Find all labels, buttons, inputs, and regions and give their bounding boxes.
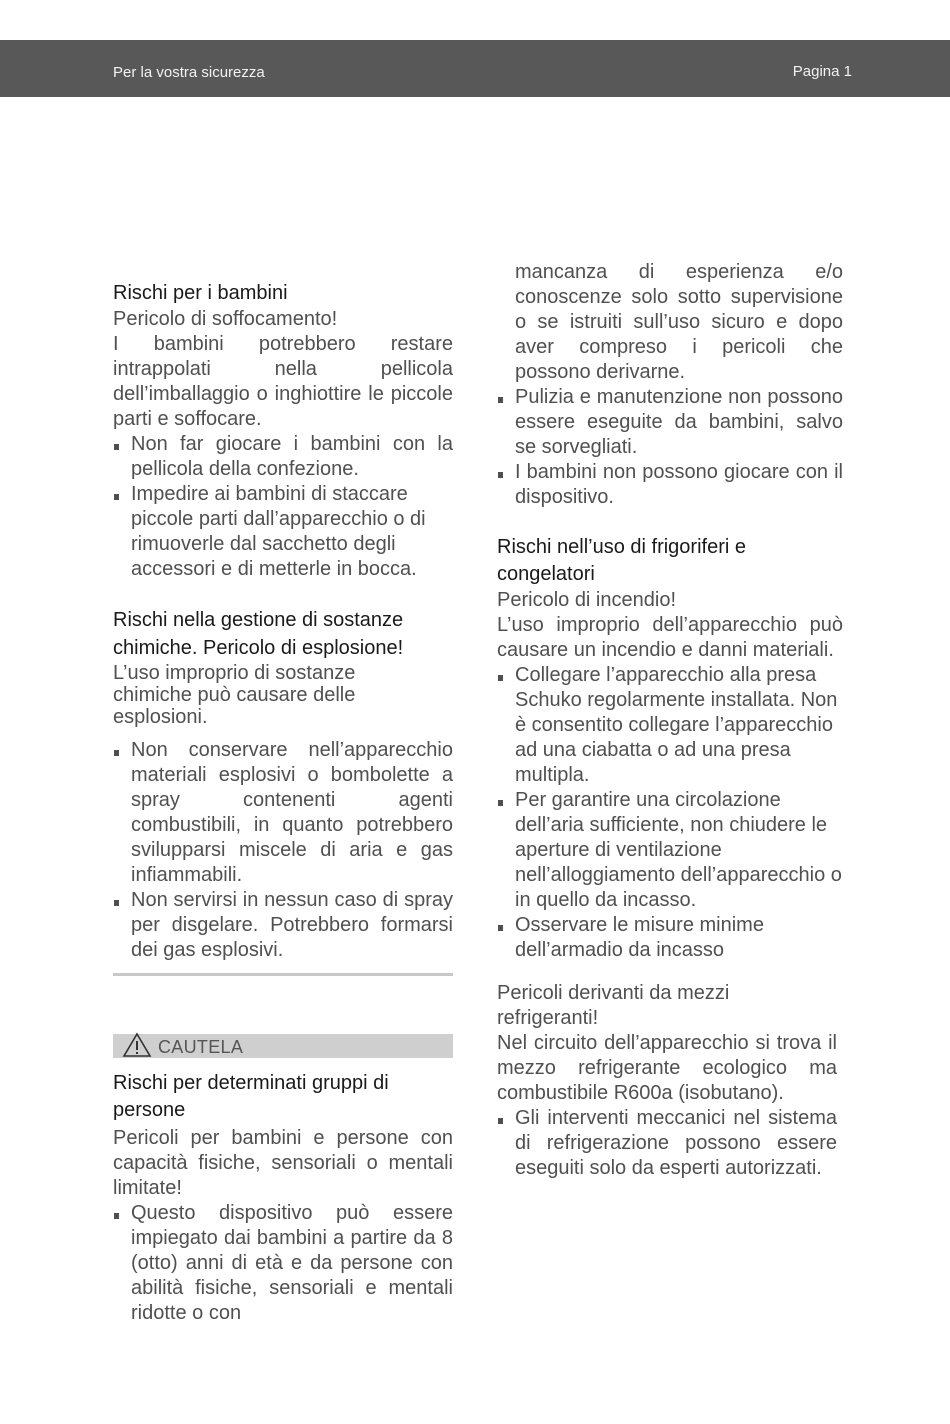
paragraph-fire: L’uso improprio dell’apparecchio può causare un incendio e danni materiali. <box>497 614 843 661</box>
bullet-square-icon <box>114 1213 119 1219</box>
bullet-list-supervision <box>497 385 843 510</box>
paragraph-refrigerant: Nel circuito dell’apparecchio si trova il mezzo refrigerante ecologico ma combustibile R600a (isobutano). <box>497 1032 837 1104</box>
bullet-square-icon <box>498 675 503 681</box>
list-item: Questo dispositivo può essere impiegato dai bambini a partire da 8 (otto) anni di età e da persone con abilità fisiche, sensoriali e mentali ridotte o con <box>113 1201 453 1326</box>
heading-vulnerable-groups: Rischi per determinati gruppi di persone <box>113 1072 389 1121</box>
bullet-square-icon <box>498 1118 503 1124</box>
bullet-list-children <box>113 432 453 582</box>
heading-children-risks: Rischi per i bambini <box>113 282 288 304</box>
bullet-square-icon <box>114 444 119 450</box>
bullet-square-icon <box>114 900 119 906</box>
page-header <box>0 40 950 97</box>
bullet-square-icon <box>114 494 119 500</box>
bullet-square-icon <box>498 472 503 478</box>
list-item: Non far giocare i bambini con la pellicola della confezione. <box>113 432 453 482</box>
bullet-square-icon <box>498 925 503 931</box>
bullet-list-refrigerant <box>497 1106 837 1181</box>
hazard-refrigerant: Pericoli derivanti da mezzi refrigeranti! <box>497 982 730 1029</box>
paragraph-chemical-risks: L’uso improprio di sostanze chimiche può causare delle esplosioni. <box>113 662 356 728</box>
bullet-list-chemicals <box>113 738 453 963</box>
left-column <box>113 280 453 1326</box>
right-column <box>497 260 843 1181</box>
heading-chemical-risks: Rischi nella gestione di sostanze chimiche. Pericolo di esplosione! <box>113 609 404 659</box>
list-item: Pulizia e manutenzione non possono essere eseguite da bambini, salvo se sorvegliati. <box>497 385 843 460</box>
heading-fridge-risks: Rischi nell’uso di frigoriferi e congelatori <box>497 536 746 585</box>
list-item: Collegare l’apparecchio alla presa Schuko regolarmente installata. Non è consentito collegare l’apparecchio ad una ciabatta o ad una presa multipla. <box>497 663 843 788</box>
bullet-list-vulnerable <box>113 1201 453 1326</box>
page-number: Pagina 1 <box>792 63 852 80</box>
bullet-square-icon <box>114 750 119 756</box>
bullet-square-icon <box>498 800 503 806</box>
list-item: Non servirsi in nessun caso di spray per disgelare. Potrebbero formarsi dei gas esplosivi. <box>113 888 453 963</box>
list-item: Per garantire una circolazione dell’aria sufficiente, non chiudere le aperture di ventilazione nell’alloggiamento dell’apparecchio o in quello da incasso. <box>497 788 843 913</box>
caution-banner <box>113 1034 453 1058</box>
hazard-suffocation: Pericolo di soffocamento! <box>113 308 338 330</box>
list-item: Osservare le misure minime dell’armadio da incasso <box>497 913 843 963</box>
continued-paragraph: mancanza di esperienza e/o conoscenze solo sotto supervisione o se istruiti sull’uso sicuro e dopo aver compreso i pericoli che possono derivarne. <box>515 261 843 383</box>
list-item: Impedire ai bambini di staccare piccole parti dall’apparecchio o di rimuoverle dal sacchetto degli accessori e di metterle in bocca. <box>113 482 453 582</box>
section-title: Per la vostra sicurezza <box>113 64 265 81</box>
list-item: I bambini non possono giocare con il dispositivo. <box>497 460 843 510</box>
hazard-vulnerable-groups: Pericoli per bambini e persone con capacità fisiche, sensoriali o mentali limitate! <box>113 1127 453 1199</box>
list-item: Gli interventi meccanici nel sistema di refrigerazione possono essere eseguiti solo da esperti autorizzati. <box>497 1106 837 1181</box>
caution-label: CAUTELA <box>158 1037 244 1057</box>
section-divider <box>113 973 453 976</box>
list-item: Non conservare nell’apparecchio materiali esplosivi o bombolette a spray contenenti agenti combustibili, in quanto potrebbero svilupparsi miscele di aria e gas infiammabili. <box>113 738 453 888</box>
hazard-fire: Pericolo di incendio! <box>497 589 676 611</box>
paragraph-children-risks: I bambini potrebbero restare intrappolati nella pellicola dell’imballaggio o inghiottire le piccole parti e soffocare. <box>113 333 453 430</box>
bullet-square-icon <box>498 397 503 403</box>
bullet-list-fire <box>497 663 843 963</box>
warning-triangle-icon <box>122 1032 152 1058</box>
